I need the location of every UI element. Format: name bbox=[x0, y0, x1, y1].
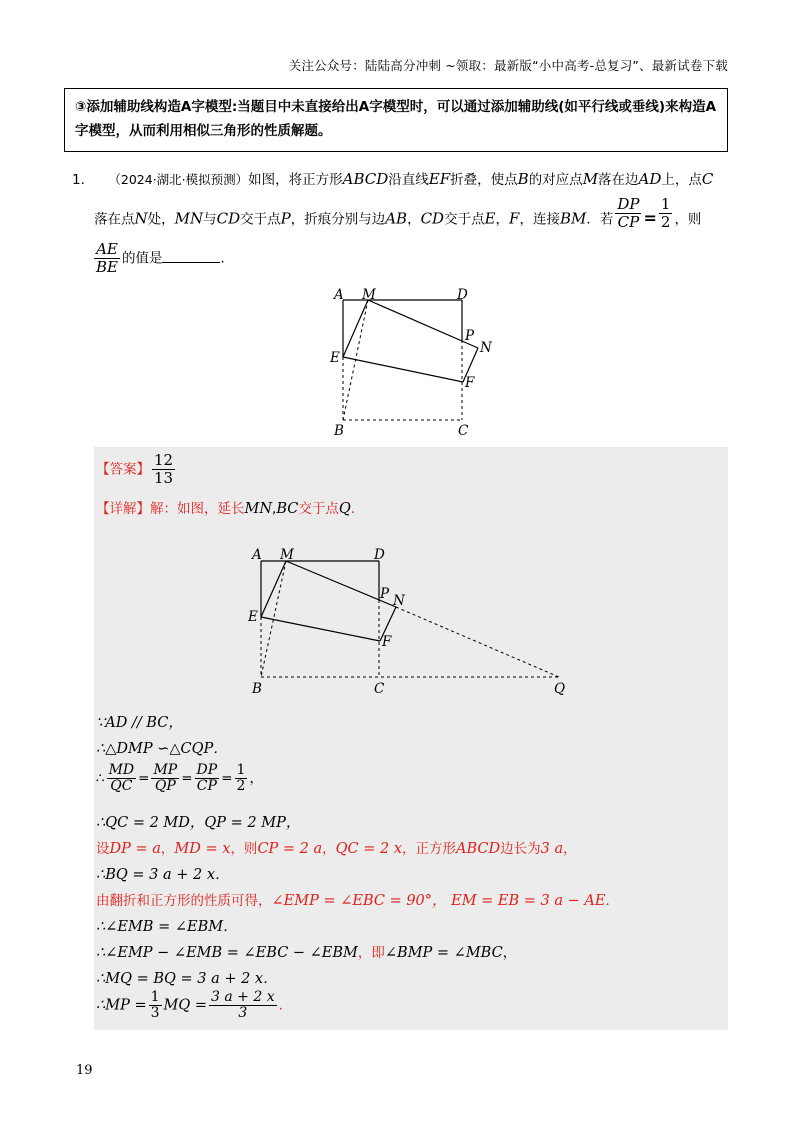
answer-blank bbox=[162, 248, 220, 263]
fraction-one-third bbox=[149, 990, 162, 1021]
text: ， bbox=[407, 211, 421, 228]
page-header: 关注公众号：陆陆高分冲刺 ~领取：最新版“小中高考-总复习”、最新试卷下载 bbox=[288, 58, 728, 73]
text: 与 bbox=[203, 211, 217, 228]
math: ∴∠EMP − ∠EMB = ∠EBC − ∠EBM bbox=[96, 945, 358, 961]
math-CD: CD bbox=[216, 209, 241, 228]
label-N: N bbox=[393, 593, 405, 609]
label-C: C bbox=[374, 681, 385, 697]
math-Q: Q bbox=[338, 501, 351, 517]
text: ， bbox=[249, 770, 263, 787]
label-C: C bbox=[458, 423, 469, 439]
question-source: （2024·湖北·模拟预测） bbox=[108, 172, 249, 187]
text: 交于点 bbox=[240, 211, 281, 228]
fraction-mp-qp bbox=[151, 763, 179, 794]
numerator: AE bbox=[94, 241, 120, 259]
fraction-mp-result bbox=[209, 990, 277, 1021]
fraction-dp-cp bbox=[195, 763, 220, 794]
text: . bbox=[220, 250, 225, 267]
text: 的值是 bbox=[121, 250, 163, 267]
step-11 bbox=[96, 990, 283, 1021]
denominator: CP bbox=[196, 778, 217, 794]
numerator: MD bbox=[108, 762, 135, 778]
label-D: D bbox=[457, 287, 468, 303]
math-B: B bbox=[517, 170, 529, 188]
text: 交于点 bbox=[444, 211, 485, 228]
step-text: ∴∠EMB = ∠EBM． bbox=[96, 919, 238, 935]
denominator: QC bbox=[110, 778, 133, 794]
answer-line bbox=[96, 452, 177, 487]
math: CP = 2 a bbox=[257, 841, 323, 857]
label-A: A bbox=[334, 287, 344, 303]
step-10 bbox=[96, 967, 278, 988]
text: ，即 bbox=[357, 945, 385, 961]
fraction-one-half bbox=[659, 196, 673, 231]
equals-sign: = bbox=[181, 770, 193, 787]
fraction-ae-be bbox=[94, 241, 120, 276]
denominator: CP bbox=[617, 213, 640, 231]
question-line-2 bbox=[94, 195, 702, 237]
label-Q: Q bbox=[554, 681, 566, 697]
label-M: M bbox=[280, 547, 294, 563]
math: 3 a bbox=[540, 841, 564, 857]
segment-EF bbox=[343, 357, 463, 382]
step-3 bbox=[96, 763, 263, 794]
label-M: M bbox=[362, 287, 376, 303]
label-P: P bbox=[380, 586, 390, 602]
step-5 bbox=[96, 837, 577, 857]
label-B: B bbox=[334, 423, 344, 439]
step-8 bbox=[96, 915, 238, 936]
step-text: ∴QC = 2 MD，QP = 2 MP， bbox=[96, 815, 301, 831]
math: MQ = bbox=[163, 997, 208, 1014]
text: 上，点 bbox=[661, 172, 702, 188]
equals-sign: = bbox=[643, 208, 657, 228]
label-P: P bbox=[465, 328, 475, 344]
numerator: DP bbox=[196, 762, 218, 778]
text: ．若 bbox=[586, 211, 614, 228]
label-B: B bbox=[252, 681, 262, 697]
label-E: E bbox=[330, 350, 340, 366]
label-D: D bbox=[374, 547, 385, 563]
text: ． bbox=[605, 893, 619, 909]
math-AB: AB bbox=[385, 209, 408, 228]
denominator: QP bbox=[154, 778, 176, 794]
step-6 bbox=[96, 863, 230, 884]
step-1 bbox=[96, 711, 183, 732]
math-AD: AD bbox=[638, 170, 662, 188]
text: ， bbox=[563, 841, 577, 857]
detail-intro bbox=[96, 497, 355, 517]
text: ，连接 bbox=[519, 211, 560, 228]
segment-ME bbox=[261, 561, 286, 617]
figure-question bbox=[320, 280, 500, 440]
text: 折叠，使点 bbox=[450, 172, 518, 188]
numerator: 3 a + 2 x bbox=[211, 989, 275, 1005]
math-P: P bbox=[280, 209, 291, 228]
question-number: 1． bbox=[72, 172, 95, 188]
therefore-symbol: ∴ bbox=[96, 770, 105, 787]
label-E: E bbox=[248, 609, 258, 625]
math: MD = x bbox=[174, 841, 231, 857]
dashed-MB bbox=[343, 300, 368, 420]
text: ， bbox=[160, 841, 175, 857]
equals-sign: = bbox=[221, 770, 233, 787]
math: ∠EMP = ∠EBC = 90°， EM = EB = 3 a − AE bbox=[271, 893, 606, 909]
step-2 bbox=[96, 737, 228, 758]
text: . bbox=[278, 997, 283, 1014]
numerator: MP bbox=[153, 762, 178, 778]
math-EF: EF bbox=[428, 170, 451, 188]
denominator: 13 bbox=[154, 469, 174, 487]
label-A: A bbox=[252, 547, 262, 563]
text: ，折痕分别与边 bbox=[290, 211, 386, 228]
denominator: 3 bbox=[150, 1005, 160, 1021]
denominator: 3 bbox=[238, 1005, 248, 1021]
step-text: ∴△DMP ∽△CQP． bbox=[96, 741, 228, 757]
text: 由翻折和正方形的性质可得， bbox=[96, 893, 272, 909]
math-MN: MN bbox=[244, 501, 273, 517]
fraction-md-qc bbox=[107, 763, 137, 794]
math-F: F bbox=[509, 209, 520, 228]
question-line-1 bbox=[72, 168, 713, 188]
text: ， bbox=[495, 211, 510, 228]
numerator: DP bbox=[617, 195, 640, 213]
math-M: M bbox=[582, 170, 599, 188]
denominator: 2 bbox=[660, 213, 671, 231]
figure-solution bbox=[240, 540, 580, 700]
text: 落在边 bbox=[598, 172, 639, 188]
question-line-3 bbox=[92, 241, 225, 276]
math: ABCD bbox=[456, 841, 501, 857]
numerator: 1 bbox=[660, 195, 671, 213]
text: 边长为 bbox=[500, 841, 541, 857]
math-BC: BC bbox=[276, 501, 299, 517]
step-4 bbox=[96, 811, 300, 832]
detail-tag: 【详解】 bbox=[96, 501, 150, 517]
text: ， bbox=[322, 841, 336, 857]
text: 落在点 bbox=[94, 211, 135, 228]
step-7 bbox=[96, 889, 619, 910]
segment-EF bbox=[261, 617, 380, 641]
text: ，则 bbox=[674, 211, 702, 228]
math-N: N bbox=[134, 209, 148, 228]
denominator: BE bbox=[96, 258, 118, 276]
math-CD: CD bbox=[420, 209, 445, 228]
math-BM: BM bbox=[559, 209, 587, 228]
text: 处， bbox=[147, 211, 175, 228]
label-F: F bbox=[382, 634, 392, 650]
text: 解：如图，延长 bbox=[150, 501, 245, 517]
math-C: C bbox=[701, 170, 714, 188]
math-ABCD: ABCD bbox=[342, 170, 389, 188]
segment-ME bbox=[343, 300, 368, 357]
text: 如图，将正方形 bbox=[248, 172, 343, 188]
text: . bbox=[350, 501, 356, 517]
equals-sign: = bbox=[138, 770, 150, 787]
math: QC = 2 x bbox=[335, 841, 403, 857]
dashed-NQ bbox=[396, 607, 559, 677]
math: DP = a bbox=[109, 841, 161, 857]
method-tip-box: ③添加辅助线构造A字模型:当题目中未直接给出A字模型时，可以通过添加辅助线(如平行线或垂线)来构造A字模型，从而利用相似三角形的性质解题。 bbox=[64, 88, 728, 152]
answer-fraction bbox=[152, 452, 175, 487]
text: 设 bbox=[96, 841, 110, 857]
text: 交于点 bbox=[298, 501, 339, 517]
step-text: ∴BQ = 3 a + 2 x． bbox=[96, 867, 230, 883]
step-text: ∴MQ = BQ = 3 a + 2 x． bbox=[96, 971, 278, 987]
page-number: 19 bbox=[76, 1063, 93, 1078]
numerator: 1 bbox=[150, 989, 160, 1005]
answer-tag: 【答案】 bbox=[96, 461, 150, 478]
label-F: F bbox=[465, 375, 475, 391]
numerator: 12 bbox=[154, 451, 174, 469]
label-N: N bbox=[480, 340, 492, 356]
math-MN: MN bbox=[174, 209, 204, 228]
text: ， bbox=[502, 945, 517, 961]
math-E: E bbox=[484, 209, 496, 228]
math: ∠BMP = ∠MBC bbox=[384, 945, 503, 961]
numerator: 1 bbox=[236, 762, 246, 778]
step-text: ∵AD // BC， bbox=[96, 715, 183, 731]
text: , bbox=[272, 501, 277, 517]
text: 沿直线 bbox=[388, 172, 429, 188]
fraction-one-half bbox=[235, 763, 248, 794]
step-9 bbox=[96, 941, 516, 961]
text: 的对应点 bbox=[528, 172, 583, 188]
math: ∴MP = bbox=[96, 997, 147, 1014]
text: ，正方形 bbox=[402, 841, 457, 857]
fraction-dp-cp bbox=[615, 196, 641, 231]
denominator: 2 bbox=[236, 778, 246, 794]
text: ，则 bbox=[230, 841, 258, 857]
